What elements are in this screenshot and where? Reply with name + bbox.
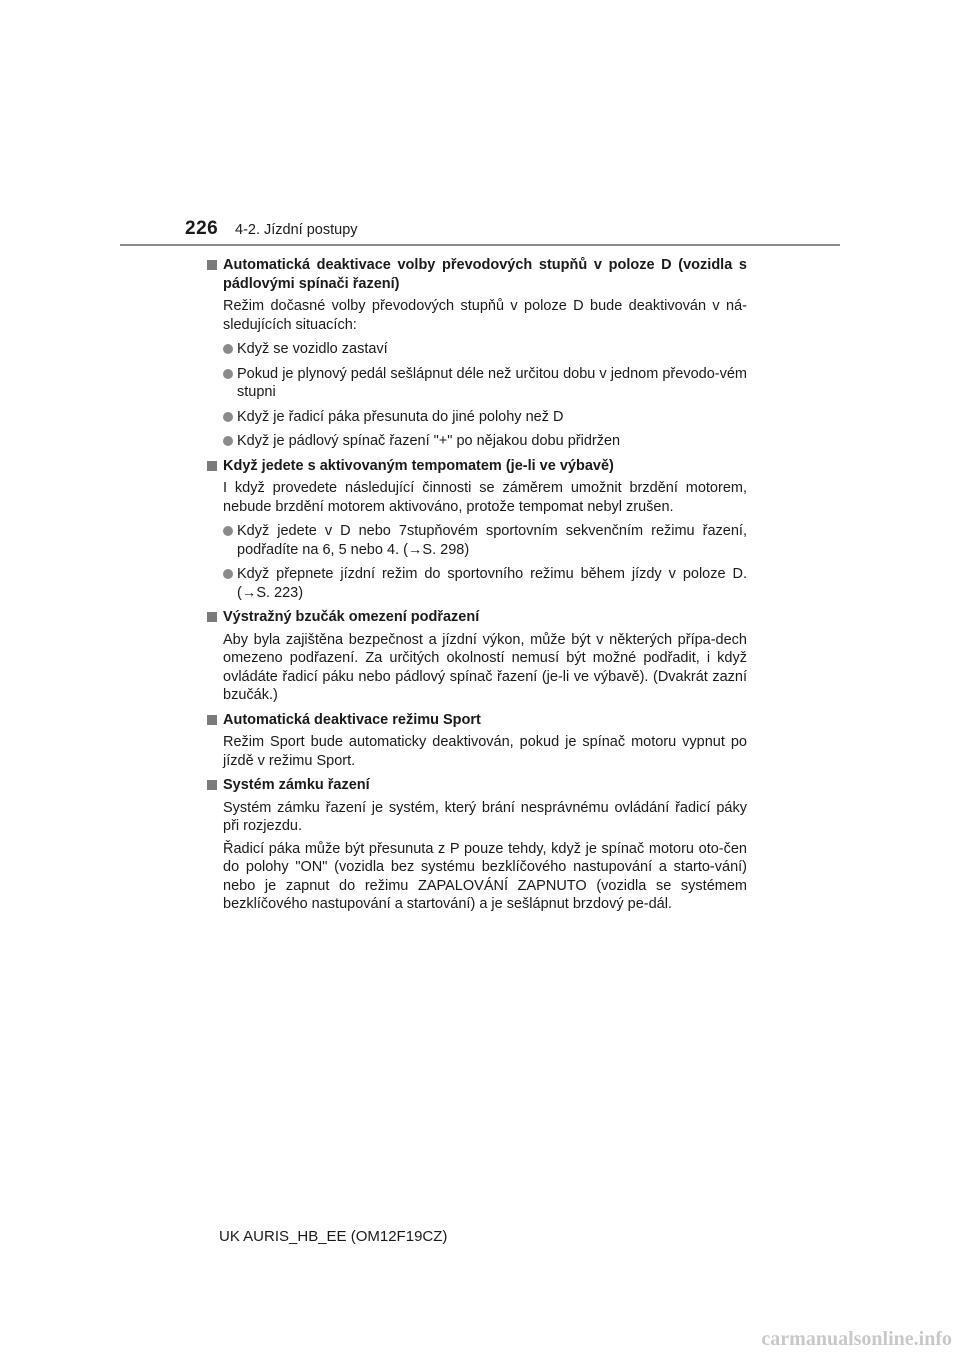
section-heading: [207, 256, 747, 293]
section-heading-text: Systém zámku řazení: [223, 777, 370, 793]
bullet-text: Když je řadicí páka přesunuta do jiné polohy než D: [237, 408, 564, 425]
body-paragraph: Režim Sport bude automaticky deaktivován, pokud je spínač motoru vypnut po jízdě v režimu Sport.: [223, 734, 747, 769]
page-content: [207, 256, 747, 920]
bullet-text: Když se vozidlo zastaví: [237, 341, 388, 357]
body-paragraph: I když provedete následující činnosti se záměrem umožnit brzdění motorem, nebude brzdění motorem aktivováno, protože tempomat nebyl zrušen.: [223, 480, 747, 515]
square-bullet-icon: [207, 612, 217, 622]
square-bullet-icon: [207, 260, 217, 270]
section-heading-text: Když jedete s aktivovaným tempomatem (je-li ve výbavě): [223, 457, 614, 474]
bullet-item: [207, 365, 747, 402]
bullet-item: [207, 522, 747, 559]
section-heading: [207, 711, 747, 730]
bullet-item: [207, 432, 747, 451]
body-paragraph: Řadicí páka může být přesunuta z P pouze tehdy, když je spínač motoru oto-čen do polohy "ON" (vozidla bez systému bezklíčového nastupování a starto-vání) nebo je zapnut do režimu ZAPALOVÁNÍ ZAPNUTO (vozidla se systémem bezklíčového nastupování a startování) a je sešlápnut brzdový pe-dál.: [223, 840, 747, 912]
circle-bullet-icon: [223, 569, 233, 579]
manual-section: [207, 256, 747, 451]
bullet-text: Když jedete v D nebo 7stupňovém sportovním sekvenčním režimu řazení, podřadíte na 6, 5 nebo 4. (→S. 298): [237, 523, 747, 558]
bullet-item: [207, 408, 747, 427]
bullet-text: Když přepnete jízdní režim do sportovního režimu během jízdy v poloze D. (→S. 223): [237, 566, 747, 601]
section-title: 4-2. Jízdní postupy: [235, 222, 358, 238]
square-bullet-icon: [207, 461, 217, 471]
bullet-text: Pokud je plynový pedál sešlápnut déle než určitou dobu v jednom převodo-vém stupni: [237, 365, 747, 400]
square-bullet-icon: [207, 780, 217, 790]
section-heading: [207, 776, 747, 795]
circle-bullet-icon: [223, 344, 233, 354]
document-id: UK AURIS_HB_EE (OM12F19CZ): [219, 1228, 448, 1245]
body-paragraph: Aby byla zajištěna bezpečnost a jízdní výkon, může být v některých přípa-dech omezeno podřazení. Za určitých okolností nemusí být možné podřadit, i když ovládáte řadicí páku nebo pádlový spínač řazení (je-li ve výbavě). (Dvakrát zazní bzučák.): [223, 631, 747, 703]
section-heading: [207, 457, 747, 476]
bullet-item: [207, 340, 747, 359]
bullet-text: Když je pádlový spínač řazení "+" po nějakou dobu přidržen: [237, 433, 621, 449]
page-number: 226: [185, 218, 219, 239]
section-heading-text: Automatická deaktivace režimu Sport: [223, 711, 481, 728]
circle-bullet-icon: [223, 526, 233, 536]
section-heading-text: Výstražný bzučák omezení podřazení: [223, 609, 480, 625]
body-paragraph: Systém zámku řazení je systém, který brání nesprávnému ovládání řadicí páky při rozjezdu.: [223, 799, 747, 834]
square-bullet-icon: [207, 715, 217, 725]
body-paragraph: Režim dočasné volby převodových stupňů v poloze D bude deaktivován v ná-sledujících situacích:: [223, 298, 747, 333]
manual-section: [207, 711, 747, 771]
watermark: carmanualsonline.info: [761, 1328, 952, 1350]
manual-section: [207, 776, 747, 914]
bullet-item: [207, 565, 747, 602]
circle-bullet-icon: [223, 436, 233, 446]
section-heading: [207, 608, 747, 627]
manual-section: [207, 608, 747, 705]
section-heading-text: Automatická deaktivace volby převodových stupňů v poloze D (vozidla s pádlovými spínači řazení): [223, 257, 747, 292]
header-divider: [120, 244, 840, 246]
manual-section: [207, 457, 747, 603]
circle-bullet-icon: [223, 412, 233, 422]
circle-bullet-icon: [223, 369, 233, 379]
